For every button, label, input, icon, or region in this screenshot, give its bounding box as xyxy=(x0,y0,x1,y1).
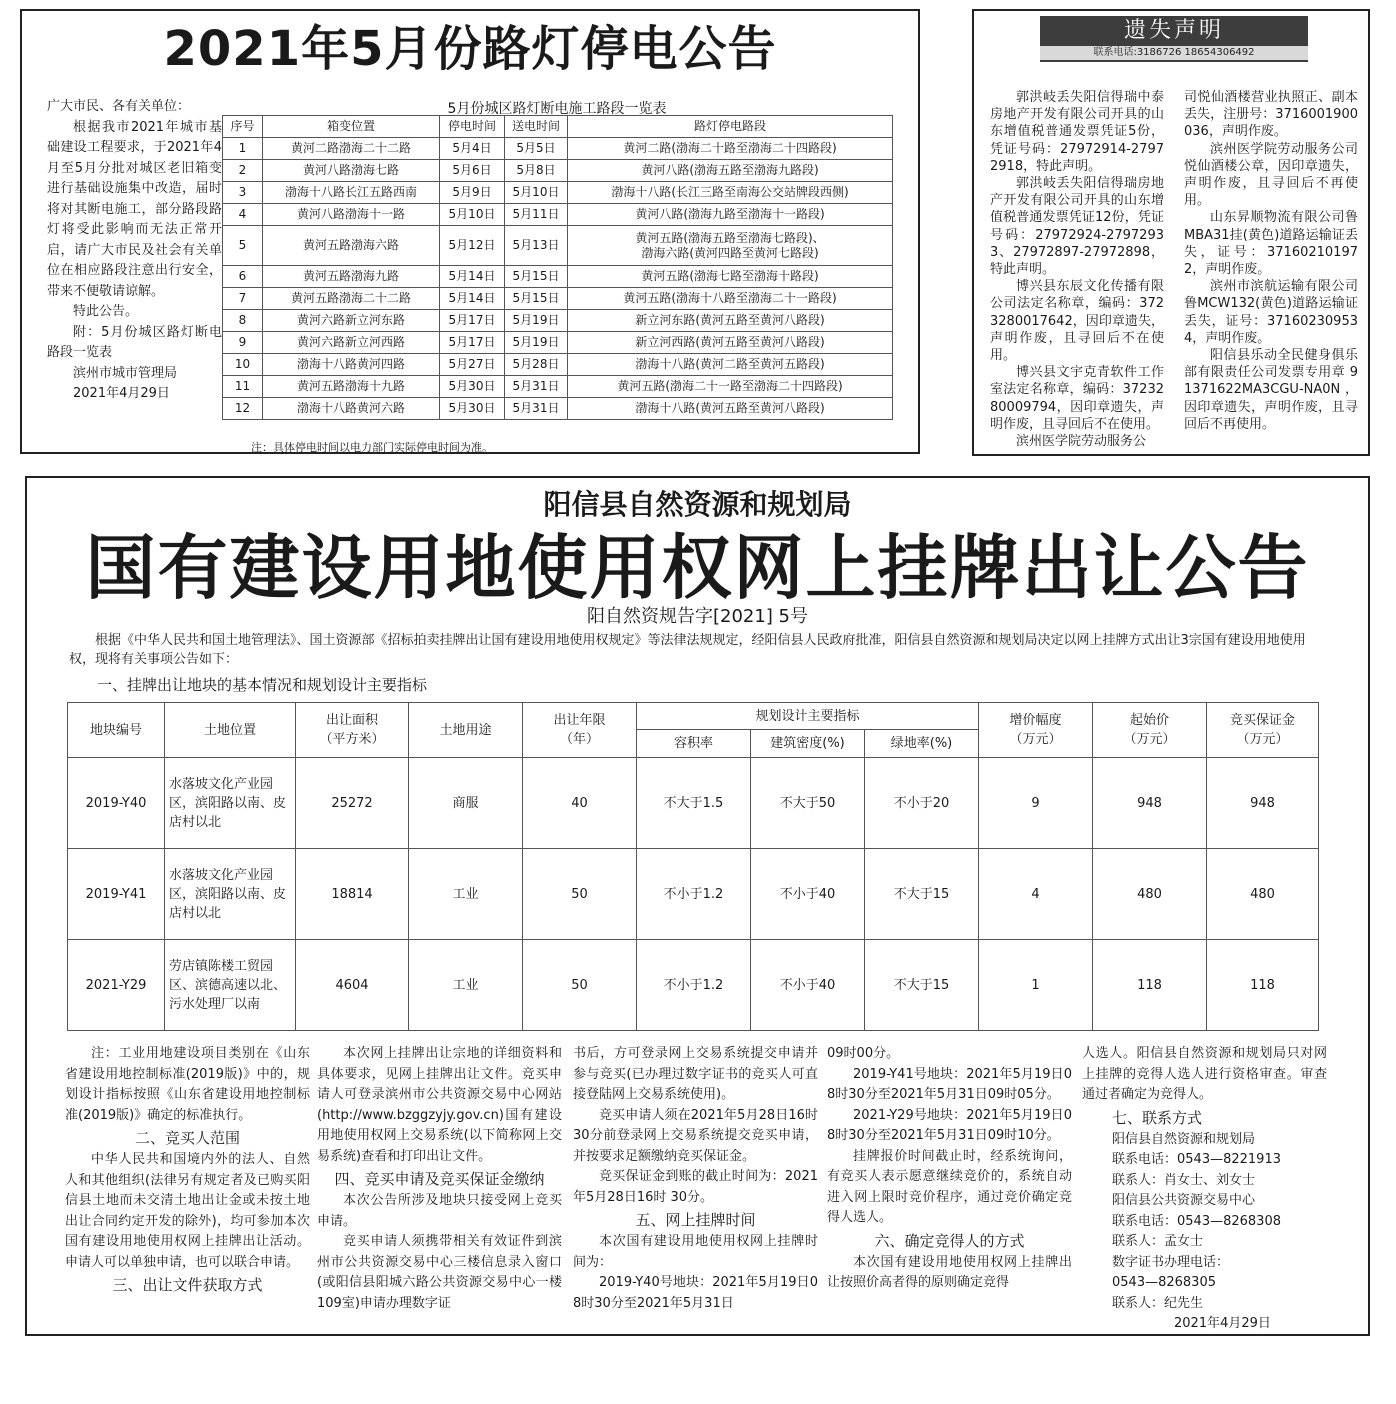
cell-start-price: 118 xyxy=(1093,940,1207,1031)
cell-off: 5月27日 xyxy=(440,354,505,376)
street-light-notice xyxy=(20,9,920,454)
cell-no: 8 xyxy=(223,310,263,332)
cell-on: 5月31日 xyxy=(505,376,568,398)
text-column-2 xyxy=(317,1044,562,1314)
lost-item: 阳信县乐动全民健身俱乐部有限责任公司发票专用章 91371622MA3CGU-NA0N，因印章遗失，声明作废，且寻回后不再使用。 xyxy=(1184,348,1358,432)
lost-declaration-notice xyxy=(972,9,1370,456)
cell-no: 5 xyxy=(223,226,263,266)
section-4-paragraph: 竞买申请人须携带相关有效证件到滨州市公共资源交易中心三楼信息录入窗口(或阳信县阳城六路公共资源交易中心一楼109室)申请办理数字证 xyxy=(317,1234,562,1311)
col-header-location: 土地位置 xyxy=(165,703,296,758)
table-row xyxy=(68,758,1319,849)
lost-column-2 xyxy=(1184,89,1358,433)
table-row xyxy=(223,288,893,310)
cell-location: 黄河五路渤海九路 xyxy=(263,266,440,288)
cell-on: 5月8日 xyxy=(505,160,568,182)
text-column-3 xyxy=(573,1044,818,1314)
cell-no: 4 xyxy=(223,204,263,226)
cell-increment: 9 xyxy=(979,758,1093,849)
street-notice-body xyxy=(47,97,222,405)
section-6-paragraph: 人选人。阳信县自然资源和规划局只对网上挂牌的竞得人选人进行资格审查。审查通过者确定为竞得人。 xyxy=(1082,1046,1327,1102)
cell-parcel: 2019-Y40 xyxy=(68,758,165,849)
cell-off: 5月10日 xyxy=(440,204,505,226)
cell-segment: 黄河八路(渤海五路至渤海九路段) xyxy=(568,160,893,182)
section-5-paragraph: 挂牌报价时间截止时，经系统询问，有竞买人表示愿意继续竞价的，系统自动进入网上限时竞价程序，通过竞价确定竞得人选人。 xyxy=(827,1148,1072,1225)
cell-on: 5月13日 xyxy=(505,226,568,266)
document-number: 阳自然资规告字[2021] 5号 xyxy=(586,606,809,627)
cell-density: 不大于50 xyxy=(751,758,865,849)
cell-no: 6 xyxy=(223,266,263,288)
cell-on: 5月5日 xyxy=(505,138,568,160)
cell-no: 9 xyxy=(223,332,263,354)
contact-line: 联系电话：0543—8268308 xyxy=(1112,1213,1281,1229)
section-4-heading: 四、竞买申请及竞买保证金缴纳 xyxy=(334,1170,545,1188)
col-header-far: 容积率 xyxy=(637,730,751,758)
contact-line: 联系人：肖女士、刘女士 xyxy=(1112,1172,1256,1188)
land-notice-date: 2021年4月29日 xyxy=(1174,1316,1271,1331)
deposit-unit: （万元） xyxy=(1236,732,1289,747)
cell-far: 不大于1.5 xyxy=(637,758,751,849)
cell-off: 5月4日 xyxy=(440,138,505,160)
section-3-heading: 三、出让文件获取方式 xyxy=(112,1276,263,1294)
cell-green: 不大于15 xyxy=(865,940,979,1031)
section-4-paragraph: 竞买申请人须在2021年5月28日16时30分前登录网上交易系统提交竞买申请，并按要求足额缴纳竞买保证金。 xyxy=(573,1107,818,1164)
cell-on: 5月11日 xyxy=(505,204,568,226)
cell-segment: 黄河五路(渤海十八路至渤海二十一路段) xyxy=(568,288,893,310)
cell-on: 5月10日 xyxy=(505,182,568,204)
cell-term: 50 xyxy=(523,940,637,1031)
cell-density: 不小于40 xyxy=(751,940,865,1031)
table-row xyxy=(68,849,1319,940)
land-transfer-notice xyxy=(25,476,1370,1336)
cell-location: 黄河五路渤海六路 xyxy=(263,226,440,266)
section-4-paragraph: 竞买保证金到账的截止时间为：2021年5月28日16时 30分。 xyxy=(573,1169,818,1205)
section-5-paragraph: 09时00分。 xyxy=(827,1046,900,1061)
cell-location: 黄河六路新立河西路 xyxy=(263,332,440,354)
col-header-no: 序号 xyxy=(223,116,263,138)
table-row xyxy=(223,310,893,332)
col-header-off-time: 停电时间 xyxy=(440,116,505,138)
segment-line-1: 黄河五路(渤海五路至渤海七路段)、 xyxy=(635,230,825,245)
cell-on: 5月19日 xyxy=(505,332,568,354)
cell-increment: 4 xyxy=(979,849,1093,940)
cell-segment: 黄河五路(渤海七路至渤海十路段) xyxy=(568,266,893,288)
cell-increment: 1 xyxy=(979,940,1093,1031)
lost-item: 郭洪岐丢失阳信得瑞中泰房地产开发有限公司开具的山东增值税普通发票凭证5份，凭证号码：27972914-27972918，特此声明。 xyxy=(990,90,1164,174)
cell-segment: 黄河五路(渤海二十一路至渤海二十四路段) xyxy=(568,376,893,398)
cell-location: 渤海十八路黄河四路 xyxy=(263,354,440,376)
lost-phone: 联系电话:3186726 18654306492 xyxy=(1040,46,1308,60)
col-header-area xyxy=(296,703,409,758)
section-7-heading: 七、联系方式 xyxy=(1112,1108,1203,1127)
street-notice-signer: 滨州市城市管理局 xyxy=(73,365,178,381)
cell-location: 黄河五路渤海二十二路 xyxy=(263,288,440,310)
table-row xyxy=(223,226,893,266)
increment-unit: （万元） xyxy=(1009,732,1062,747)
table-row xyxy=(223,138,893,160)
street-notice-date: 2021年4月29日 xyxy=(73,386,170,401)
table-header-row xyxy=(223,116,893,138)
issuing-organization: 阳信县自然资源和规划局 xyxy=(543,488,852,521)
contact-line: 联系电话：0543—8221913 xyxy=(1112,1152,1281,1167)
street-notice-closing: 特此公告。 xyxy=(73,304,139,319)
table-footnote: 注：工业用地建设项目类别在《山东省建设用地控制标准(2019版)》中的，规划设计指标按照《山东省建设用地控制标准(2019版)》确定的标准执行。 xyxy=(65,1046,310,1123)
table-row xyxy=(223,204,893,226)
cell-area: 25272 xyxy=(296,758,409,849)
street-notice-title: 2021年5月份路灯停电公告 xyxy=(163,21,777,77)
col-header-use: 土地用途 xyxy=(409,703,523,758)
text-column-4 xyxy=(827,1044,1072,1294)
contact-line: 联系人：纪先生 xyxy=(1112,1295,1204,1311)
col-header-green: 绿地率(%) xyxy=(865,730,979,758)
section-4-paragraph: 书后，方可登录网上交易系统提交申请并参与竞买(已办理过数字证书的竞买人可直接登陆网上交易系统使用)。 xyxy=(573,1046,818,1102)
col-header-density: 建筑密度(%) xyxy=(751,730,865,758)
cell-off: 5月9日 xyxy=(440,182,505,204)
table-row xyxy=(223,160,893,182)
cell-off: 5月6日 xyxy=(440,160,505,182)
section-5-paragraph: 本次国有建设用地使用权网上挂牌时间为： xyxy=(573,1234,818,1270)
lost-banner xyxy=(1040,16,1308,62)
section-1-heading: 一、挂牌出让地块的基本情况和规划设计主要指标 xyxy=(97,676,428,694)
lost-item: 滨州医学院劳动服务公 xyxy=(1016,434,1147,450)
cell-deposit: 480 xyxy=(1207,849,1319,940)
cell-location: 黄河二路渤海二十二路 xyxy=(263,138,440,160)
cell-off: 5月17日 xyxy=(440,332,505,354)
land-parcel-table xyxy=(67,702,1319,1031)
land-notice-title: 国有建设用地使用权网上挂牌出让公告 xyxy=(85,527,1310,609)
table-row xyxy=(223,266,893,288)
lost-item: 博兴县文宇克青软件工作室法定名称章，编码：3723280009794，因印章遗失，声明作废，且寻回后不在使用。 xyxy=(990,365,1164,432)
table-row xyxy=(68,940,1319,1031)
cell-term: 50 xyxy=(523,849,637,940)
section-3-body: 本次网上挂牌出让宗地的详细资料和具体要求，见网上挂牌出让文件。竞买申请人可登录滨州市公共资源交易中心网站(http://www.bzggzyjy.gov.cn)国有建设用地使用权网上交易系统(以下简称网上交易系统)查看和打印出让文件。 xyxy=(317,1046,562,1164)
cell-on: 5月28日 xyxy=(505,354,568,376)
area-unit: （平方米） xyxy=(319,732,385,747)
section-6-paragraph: 本次国有建设用地使用权网上挂牌出让按照价高者得的原则确定竞得 xyxy=(827,1254,1072,1290)
contact-line: 数字证书办理电话： xyxy=(1112,1254,1230,1270)
cell-area: 4604 xyxy=(296,940,409,1031)
increment-label: 增价幅度 xyxy=(1009,713,1062,728)
cell-location: 劳店镇陈楼工贸园区、滨德高速以北、污水处理厂以南 xyxy=(165,940,296,1031)
cell-off: 5月17日 xyxy=(440,310,505,332)
start-label: 起始价 xyxy=(1129,713,1169,728)
term-label: 出让年限 xyxy=(553,713,606,728)
cell-location: 黄河六路新立河东路 xyxy=(263,310,440,332)
cell-use: 工业 xyxy=(409,940,523,1031)
cell-start-price: 480 xyxy=(1093,849,1207,940)
cell-segment: 渤海十八路(长江三路至南海公交站牌段西侧) xyxy=(568,182,893,204)
cell-parcel: 2019-Y41 xyxy=(68,849,165,940)
section-5-heading: 五、网上挂牌时间 xyxy=(635,1211,756,1229)
lost-item: 山东昇顺物流有限公司鲁MBA31挂(黄色)道路运输证丢失，证号：371602101972，声明作废。 xyxy=(1184,210,1358,278)
cell-no: 7 xyxy=(223,288,263,310)
cell-far: 不小于1.2 xyxy=(637,849,751,940)
cell-off: 5月30日 xyxy=(440,398,505,420)
col-header-plan: 规划设计主要指标 xyxy=(637,703,979,730)
col-header-increment xyxy=(979,703,1093,758)
cell-green: 不小于20 xyxy=(865,758,979,849)
cell-no: 2 xyxy=(223,160,263,182)
term-unit: （年） xyxy=(559,732,599,747)
cell-use: 工业 xyxy=(409,849,523,940)
cell-density: 不小于40 xyxy=(751,849,865,940)
cell-location: 水落坡文化产业园区，滨阳路以南、皮店村以北 xyxy=(165,849,296,940)
cell-segment: 渤海十八路(黄河二路至黄河五路段) xyxy=(568,354,893,376)
col-header-parcel: 地块编号 xyxy=(68,703,165,758)
cell-on: 5月31日 xyxy=(505,398,568,420)
contact-line: 阳信县公共资源交易中心 xyxy=(1112,1193,1256,1208)
cell-green: 不大于15 xyxy=(865,849,979,940)
cell-location: 黄河八路渤海十一路 xyxy=(263,204,440,226)
cell-no: 1 xyxy=(223,138,263,160)
col-header-on-time: 送电时间 xyxy=(505,116,568,138)
table-row xyxy=(223,332,893,354)
lost-column-1 xyxy=(990,89,1164,450)
cell-location: 水落坡文化产业园区，滨阳路以南、皮店村以北 xyxy=(165,758,296,849)
street-table-note: 注：具体停电时间以电力部门实际停电时间为准。 xyxy=(251,441,493,454)
cell-deposit: 948 xyxy=(1207,758,1319,849)
contact-line: 阳信县自然资源和规划局 xyxy=(1112,1131,1256,1147)
text-column-1 xyxy=(65,1044,310,1297)
contact-line: 联系人：孟女士 xyxy=(1112,1234,1204,1249)
start-unit: （万元） xyxy=(1123,732,1176,747)
table-row xyxy=(223,182,893,204)
text-column-5 xyxy=(1082,1044,1327,1335)
cell-term: 40 xyxy=(523,758,637,849)
cell-location: 黄河五路渤海十九路 xyxy=(263,376,440,398)
cell-location: 渤海十八路黄河六路 xyxy=(263,398,440,420)
cell-location: 渤海十八路长江五路西南 xyxy=(263,182,440,204)
table-row xyxy=(223,376,893,398)
lost-item: 司悦仙酒楼营业执照正、副本丢失，注册号：3716001900036，声明作废。 xyxy=(1184,90,1358,140)
street-notice-attachment: 附：5月份城区路灯断电路段一览表 xyxy=(47,324,222,360)
street-table-title: 5月份城区路灯断电施工路段一览表 xyxy=(447,101,667,117)
section-2-heading: 二、竞买人范围 xyxy=(134,1129,240,1147)
section-5-paragraph: 2019-Y40号地块：2021年5月19日08时30分至2021年5月31日 xyxy=(573,1275,818,1311)
area-label: 出让面积 xyxy=(325,713,378,728)
col-header-deposit xyxy=(1207,703,1319,758)
cell-start-price: 948 xyxy=(1093,758,1207,849)
deposit-label: 竞买保证金 xyxy=(1229,713,1295,728)
land-notice-intro: 根据《中华人民共和国土地管理法》、国土资源部《招标拍卖挂牌出让国有建设用地使用权规定》等法律法规规定，经阳信县人民政府批准，阳信县自然资源和规划局决定以网上挂牌方式出让3宗国有建设用地使用权，现将有关事项公告如下： xyxy=(69,633,1306,667)
cell-use: 商服 xyxy=(409,758,523,849)
cell-off: 5月30日 xyxy=(440,376,505,398)
cell-no: 11 xyxy=(223,376,263,398)
section-5-paragraph: 2021-Y29号地块：2021年5月19日08时30分至2021年5月31日09时10分。 xyxy=(827,1107,1072,1143)
col-header-term xyxy=(523,703,637,758)
street-notice-salutation: 广大市民、各有关单位： xyxy=(47,99,191,114)
cell-no: 10 xyxy=(223,354,263,376)
cell-on: 5月15日 xyxy=(505,288,568,310)
cell-segment: 渤海十八路(黄河五路至黄河八路段) xyxy=(568,398,893,420)
lost-item: 郭洪岐丢失阳信得瑞房地产开发有限公司开具的山东增值税普通发票凭证12份，凭证号码：27972924-27972933、27972897-27972898，特此声明。 xyxy=(990,176,1164,278)
section-5-paragraph: 2019-Y41号地块：2021年5月19日08时30分至2021年5月31日09时05分。 xyxy=(827,1066,1072,1102)
cell-off: 5月14日 xyxy=(440,266,505,288)
section-6-heading: 六、确定竞得人的方式 xyxy=(874,1231,1025,1250)
lost-item: 博兴县东辰文化传播有限公司法定名称章，编码：3723280017642，因印章遗失，声明作废，且寻回后不在使用。 xyxy=(990,279,1164,364)
cell-segment: 新立河西路(黄河五路至黄河八路段) xyxy=(568,332,893,354)
cell-off: 5月12日 xyxy=(440,226,505,266)
cell-area: 18814 xyxy=(296,849,409,940)
lost-title: 遗失声明 xyxy=(1123,18,1224,43)
table-row xyxy=(223,398,893,420)
cell-on: 5月19日 xyxy=(505,310,568,332)
contact-line: 0543—8268305 xyxy=(1112,1275,1216,1290)
cell-no: 3 xyxy=(223,182,263,204)
col-header-location: 箱变位置 xyxy=(263,116,440,138)
lost-item: 滨州医学院劳动服务公司悦仙酒楼公章，因印章遗失，声明作废，且寻回后不再使用。 xyxy=(1184,141,1358,209)
table-header-row xyxy=(68,703,1319,730)
cell-location: 黄河八路渤海七路 xyxy=(263,160,440,182)
cell-segment: 新立河东路(黄河五路至黄河八路段) xyxy=(568,310,893,332)
section-2-body: 中华人民共和国境内外的法人、自然人和其他组织(法律另有规定者及已购买阳信县土地而未交清土地出让金或未按土地出让合同约定开发的除外)，均可参加本次国有建设用地使用权网上挂牌出让活动。申请人可以单独申请，也可以联合申请。 xyxy=(65,1152,310,1270)
cell-off: 5月14日 xyxy=(440,288,505,310)
cell-segment xyxy=(568,226,893,266)
table-row xyxy=(223,354,893,376)
cell-on: 5月15日 xyxy=(505,266,568,288)
cell-deposit: 118 xyxy=(1207,940,1319,1031)
cell-segment: 黄河八路(渤海九路至渤海十一路段) xyxy=(568,204,893,226)
street-notice-paragraph: 根据我市2021年城市基础建设工程要求，于2021年4月至5月分批对城区老旧箱变进行基础设施集中改造，届时将对其断电施工，部分路段路灯将受此影响而无法正常开启，请广大市民及社会有关单位在相应路段注意出行安全，带来不便敬请谅解。 xyxy=(47,119,222,299)
cell-far: 不小于1.2 xyxy=(637,940,751,1031)
segment-line-2: 渤海六路(黄河四路至黄河七路段) xyxy=(641,245,819,260)
cell-segment: 黄河二路(渤海二十路至渤海二十四路段) xyxy=(568,138,893,160)
cell-parcel: 2021-Y29 xyxy=(68,940,165,1031)
col-header-start-price xyxy=(1093,703,1207,758)
lost-item: 滨州市滨航运输有限公司鲁MCW132(黄色)道路运输证丢失，证号：371602309534，声明作废。 xyxy=(1184,279,1358,346)
street-outage-table xyxy=(222,115,893,420)
section-4-paragraph: 本次公告所涉及地块只接受网上竞买申请。 xyxy=(317,1193,562,1229)
cell-no: 12 xyxy=(223,398,263,420)
col-header-segment: 路灯停电路段 xyxy=(568,116,893,138)
